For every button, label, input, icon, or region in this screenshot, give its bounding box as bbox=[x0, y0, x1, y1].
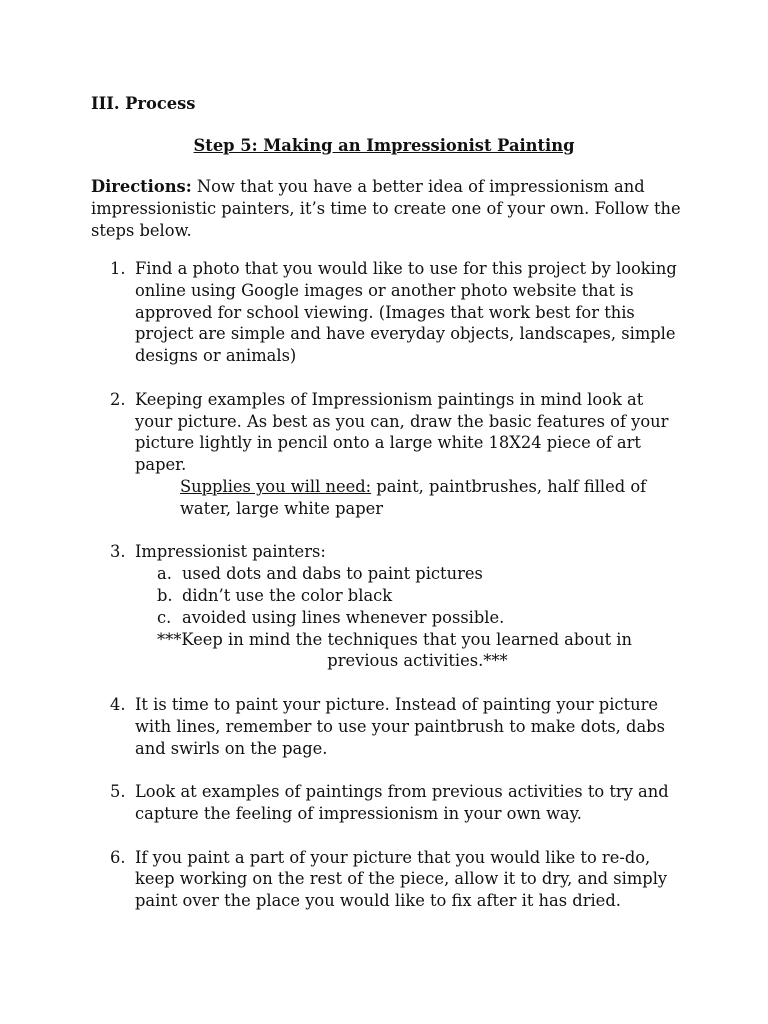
step-text: It is time to paint your picture. Instead of painting your picture with lines, remember to use your paintbrush to make dots, dabs and swirls on the page. bbox=[135, 694, 665, 758]
step-text: If you paint a part of your picture that you would like to re-do, keep working on the rest of the piece, allow it to dry, and simply paint over the place you would like to fix after it has dried. bbox=[135, 847, 668, 911]
sub-item-letter: b. bbox=[157, 585, 173, 605]
step-item-6 bbox=[110, 847, 685, 912]
step-item-3 bbox=[110, 541, 685, 672]
steps-list bbox=[110, 258, 685, 934]
sub-item-text: didn’t use the color black bbox=[182, 585, 393, 605]
supplies-text: paint, paintbrushes, half filled of water, large white paper bbox=[180, 476, 647, 518]
step-text: Keeping examples of Impressionism paintings in mind look at your picture. As best as you can, draw the basic features of your picture lightly in pencil onto a large white 18X24 piece of art paper. bbox=[135, 389, 669, 475]
step-number: 6. bbox=[110, 847, 126, 867]
step-item-4 bbox=[110, 694, 685, 759]
step-number: 2. bbox=[110, 389, 126, 409]
note-continuation: previous activities.*** bbox=[327, 651, 508, 671]
sub-item-c bbox=[157, 607, 685, 629]
sub-item-letter: a. bbox=[157, 564, 172, 584]
section-heading: III. Process bbox=[91, 94, 196, 113]
step-number: 5. bbox=[110, 782, 126, 802]
directions-paragraph bbox=[91, 176, 681, 241]
step-number: 1. bbox=[110, 259, 126, 278]
sub-item-letter: c. bbox=[157, 607, 172, 627]
step-item-2 bbox=[110, 389, 685, 520]
step-item-5 bbox=[110, 781, 685, 825]
sub-list bbox=[135, 563, 685, 628]
directions-text: Now that you have a better idea of impressionism and impressionistic painters, it’s time to create one of your own. Follow the steps below. bbox=[91, 177, 681, 240]
step-text: Find a photo that you would like to use for this project by looking online using Google images or another photo website that is approved for school viewing. (Images that work best for this project are simple and have everyday objects, landscapes, simple designs or animals) bbox=[135, 259, 677, 366]
sub-item-text: used dots and dabs to paint pictures bbox=[182, 564, 483, 584]
step-item-1 bbox=[110, 258, 685, 367]
sub-item-text: avoided using lines whenever possible. bbox=[182, 607, 505, 627]
supplies-line bbox=[135, 476, 685, 520]
step-title: Step 5: Making an Impressionist Painting bbox=[193, 136, 575, 155]
directions-label: Directions: bbox=[91, 177, 192, 196]
step-text: Impressionist painters: bbox=[135, 542, 326, 562]
supplies-label: Supplies you will need: bbox=[180, 476, 372, 496]
step-number: 3. bbox=[110, 542, 126, 562]
sub-item-a bbox=[157, 563, 685, 585]
sub-item-b bbox=[157, 585, 685, 607]
step-number: 4. bbox=[110, 694, 126, 714]
note-line: ***Keep in mind the techniques that you learned about in bbox=[157, 629, 632, 649]
step-text: Look at examples of paintings from previous activities to try and capture the feeling of impressionism in your own way. bbox=[135, 782, 669, 823]
